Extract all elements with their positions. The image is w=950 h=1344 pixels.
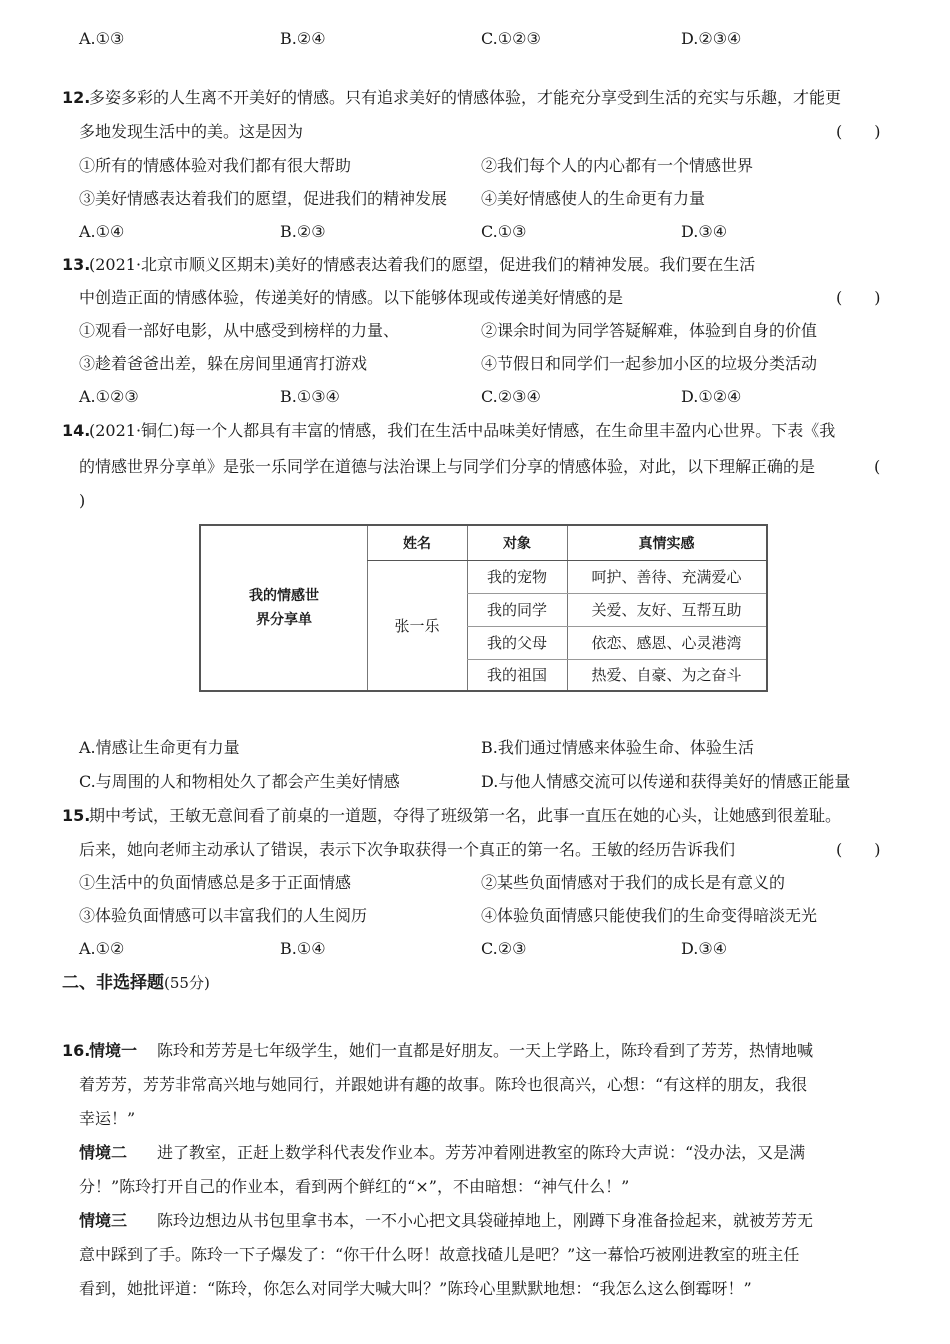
q15-item-2: ②某些负面情感对于我们的成长是有意义的 xyxy=(481,873,786,892)
q12-item-4: ④美好情感使人的生命更有力量 xyxy=(481,189,706,208)
section-title: 二、非选择题 xyxy=(62,973,164,993)
q16-scenario2-line2: 分！”陈玲打开自己的作业本，看到两个鲜红的“×”，不由暗想：“神气什么！” xyxy=(79,1177,630,1196)
q16-scenario3-line1: 陈玲边想边从书包里拿书本，一不小心把文具袋碰掉地上，刚蹲下身准备捡起来，就被芳芳无 xyxy=(157,1211,814,1230)
q11-option-c: C.①②③ xyxy=(481,29,541,48)
section-heading xyxy=(62,972,210,994)
q13-option-d: D.①②④ xyxy=(681,387,742,406)
q15-item-4: ④体验负面情感只能使我们的生命变得暗淡无光 xyxy=(481,906,818,925)
q15-item-3: ③体验负面情感可以丰富我们的人生阅历 xyxy=(79,906,368,925)
q12-item-2: ②我们每个人的内心都有一个情感世界 xyxy=(481,156,754,175)
table-header-feeling: 真情实感 xyxy=(638,536,695,552)
table-row-object: 我的宠物 xyxy=(486,568,547,586)
q16-scenario2-label: 情境二 xyxy=(79,1143,128,1162)
q12-option-a: A.①④ xyxy=(79,222,125,241)
q13-stem-line1: (2021·北京市顺义区期末)美好的情感表达着我们的愿望，促进我们的精神发展。我们要在生活 xyxy=(89,255,756,274)
q13-option-c: C.②③④ xyxy=(481,387,541,406)
q14-option-b: B.我们通过情感来体验生命、体验生活 xyxy=(481,738,754,757)
q15-stem-line2: 后来，她向老师主动承认了错误，表示下次争取获得一个真正的第一名。王敏的经历告诉我们 xyxy=(79,840,736,859)
q14-answer-paren-open: ( xyxy=(874,457,881,476)
table-student-name: 张一乐 xyxy=(394,616,440,635)
q13-option-a: A.①②③ xyxy=(79,387,139,406)
q15-answer-paren: ( ) xyxy=(836,840,881,859)
q16-scenario1-line1: 陈玲和芳芳是七年级学生，她们一直都是好朋友。一天上学路上，陈玲看到了芳芳，热情地喊 xyxy=(157,1041,814,1060)
q13-item-3: ③趁着爸爸出差，躲在房间里通宵打游戏 xyxy=(79,354,368,373)
table-title-line2: 界分享单 xyxy=(256,612,312,628)
table-row-feeling: 呵护、善待、充满爱心 xyxy=(591,568,742,586)
q12-option-b: B.②③ xyxy=(280,222,326,241)
q13-item-4: ④节假日和同学们一起参加小区的垃圾分类活动 xyxy=(481,354,818,373)
q16-number: 16. xyxy=(62,1041,91,1060)
q16-scenario1-label: 情境一 xyxy=(89,1041,138,1060)
q15-option-c: C.②③ xyxy=(481,939,527,958)
q15-option-b: B.①④ xyxy=(280,939,326,958)
table-row-feeling: 关爱、友好、互帮互助 xyxy=(591,601,742,619)
q15-item-1: ①生活中的负面情感总是多于正面情感 xyxy=(79,873,352,892)
table-title-cell xyxy=(201,526,367,690)
q16-scenario2-line1: 进了教室，正赶上数学科代表发作业本。芳芳冲着刚进教室的陈玲大声说：“没办法，又是满 xyxy=(157,1143,806,1162)
q15-option-a: A.①② xyxy=(79,939,125,958)
q15-stem-line1: 期中考试，王敏无意间看了前桌的一道题，夺得了班级第一名，此事一直压在她的心头，让她感到很羞耻。 xyxy=(89,806,842,825)
q14-option-c: C.与周围的人和物相处久了都会产生美好情感 xyxy=(79,772,400,791)
q12-stem-line2: 多地发现生活中的美。这是因为 xyxy=(79,122,304,141)
q13-item-2: ②课余时间为同学答疑解难，体验到自身的价值 xyxy=(481,321,818,340)
q14-number: 14. xyxy=(62,421,91,440)
q12-answer-paren: ( ) xyxy=(836,122,881,141)
q12-stem-line1: 多姿多彩的人生离不开美好的情感。只有追求美好的情感体验，才能充分享受到生活的充实与乐趣，才能更 xyxy=(89,88,842,107)
table-title-line1: 我的情感世 xyxy=(249,588,319,604)
q12-option-d: D.③④ xyxy=(681,222,728,241)
table-header-name: 姓名 xyxy=(403,536,431,552)
q13-item-1: ①观看一部好电影，从中感受到榜样的力量、 xyxy=(79,321,400,340)
q14-stem-line2: 的情感世界分享单》是张一乐同学在道德与法治课上与同学们分享的情感体验，对此，以下理解正确的是 xyxy=(79,457,816,476)
q13-stem-line2: 中创造正面的情感体验，传递美好的情感。以下能够体现或传递美好情感的是 xyxy=(79,288,624,307)
q14-stem-line1: (2021·铜仁)每一个人都具有丰富的情感，我们在生活中品味美好情感，在生命里丰盈内心世界。下表《我 xyxy=(89,421,836,440)
q11-option-b: B.②④ xyxy=(280,29,326,48)
table-row-feeling: 依恋、感恩、心灵港湾 xyxy=(591,634,742,652)
emotion-share-table xyxy=(199,524,768,692)
q16-scenario3-line2: 意中踩到了手。陈玲一下子爆发了：“你干什么呀！故意找碴儿是吧？”这一幕恰巧被刚进教室的班主任 xyxy=(79,1245,800,1264)
q13-answer-paren: ( ) xyxy=(836,288,881,307)
q14-option-d: D.与他人情感交流可以传递和获得美好的情感正能量 xyxy=(481,772,851,791)
q16-scenario1-line3: 幸运！” xyxy=(79,1109,136,1128)
table-row-object: 我的父母 xyxy=(486,634,547,652)
q12-number: 12. xyxy=(62,88,91,107)
q14-answer-paren-close: ) xyxy=(79,491,86,510)
q14-option-a: A.情感让生命更有力量 xyxy=(79,738,240,757)
q11-option-a: A.①③ xyxy=(79,29,125,48)
table-row-object: 我的祖国 xyxy=(486,666,547,684)
table-row-object: 我的同学 xyxy=(486,601,547,619)
table-header-object: 对象 xyxy=(503,536,531,552)
q12-item-1: ①所有的情感体验对我们都有很大帮助 xyxy=(79,156,352,175)
q13-option-b: B.①③④ xyxy=(280,387,340,406)
q11-option-d: D.②③④ xyxy=(681,29,742,48)
q12-option-c: C.①③ xyxy=(481,222,527,241)
q15-number: 15. xyxy=(62,806,91,825)
q16-scenario3-label: 情境三 xyxy=(79,1211,128,1230)
q15-option-d: D.③④ xyxy=(681,939,728,958)
section-score: (55分) xyxy=(164,974,210,992)
q16-scenario1-line2: 着芳芳，芳芳非常高兴地与她同行，并跟她讲有趣的故事。陈玲也很高兴，心想：“有这样的朋友，我很 xyxy=(79,1075,808,1094)
q12-item-3: ③美好情感表达着我们的愿望，促进我们的精神发展 xyxy=(79,189,448,208)
table-row-feeling: 热爱、自豪、为之奋斗 xyxy=(591,666,742,684)
q13-number: 13. xyxy=(62,255,91,274)
q16-scenario3-line3: 看到，她批评道：“陈玲，你怎么对同学大喊大叫？”陈玲心里默默地想：“我怎么这么倒霉呀！” xyxy=(79,1279,752,1298)
